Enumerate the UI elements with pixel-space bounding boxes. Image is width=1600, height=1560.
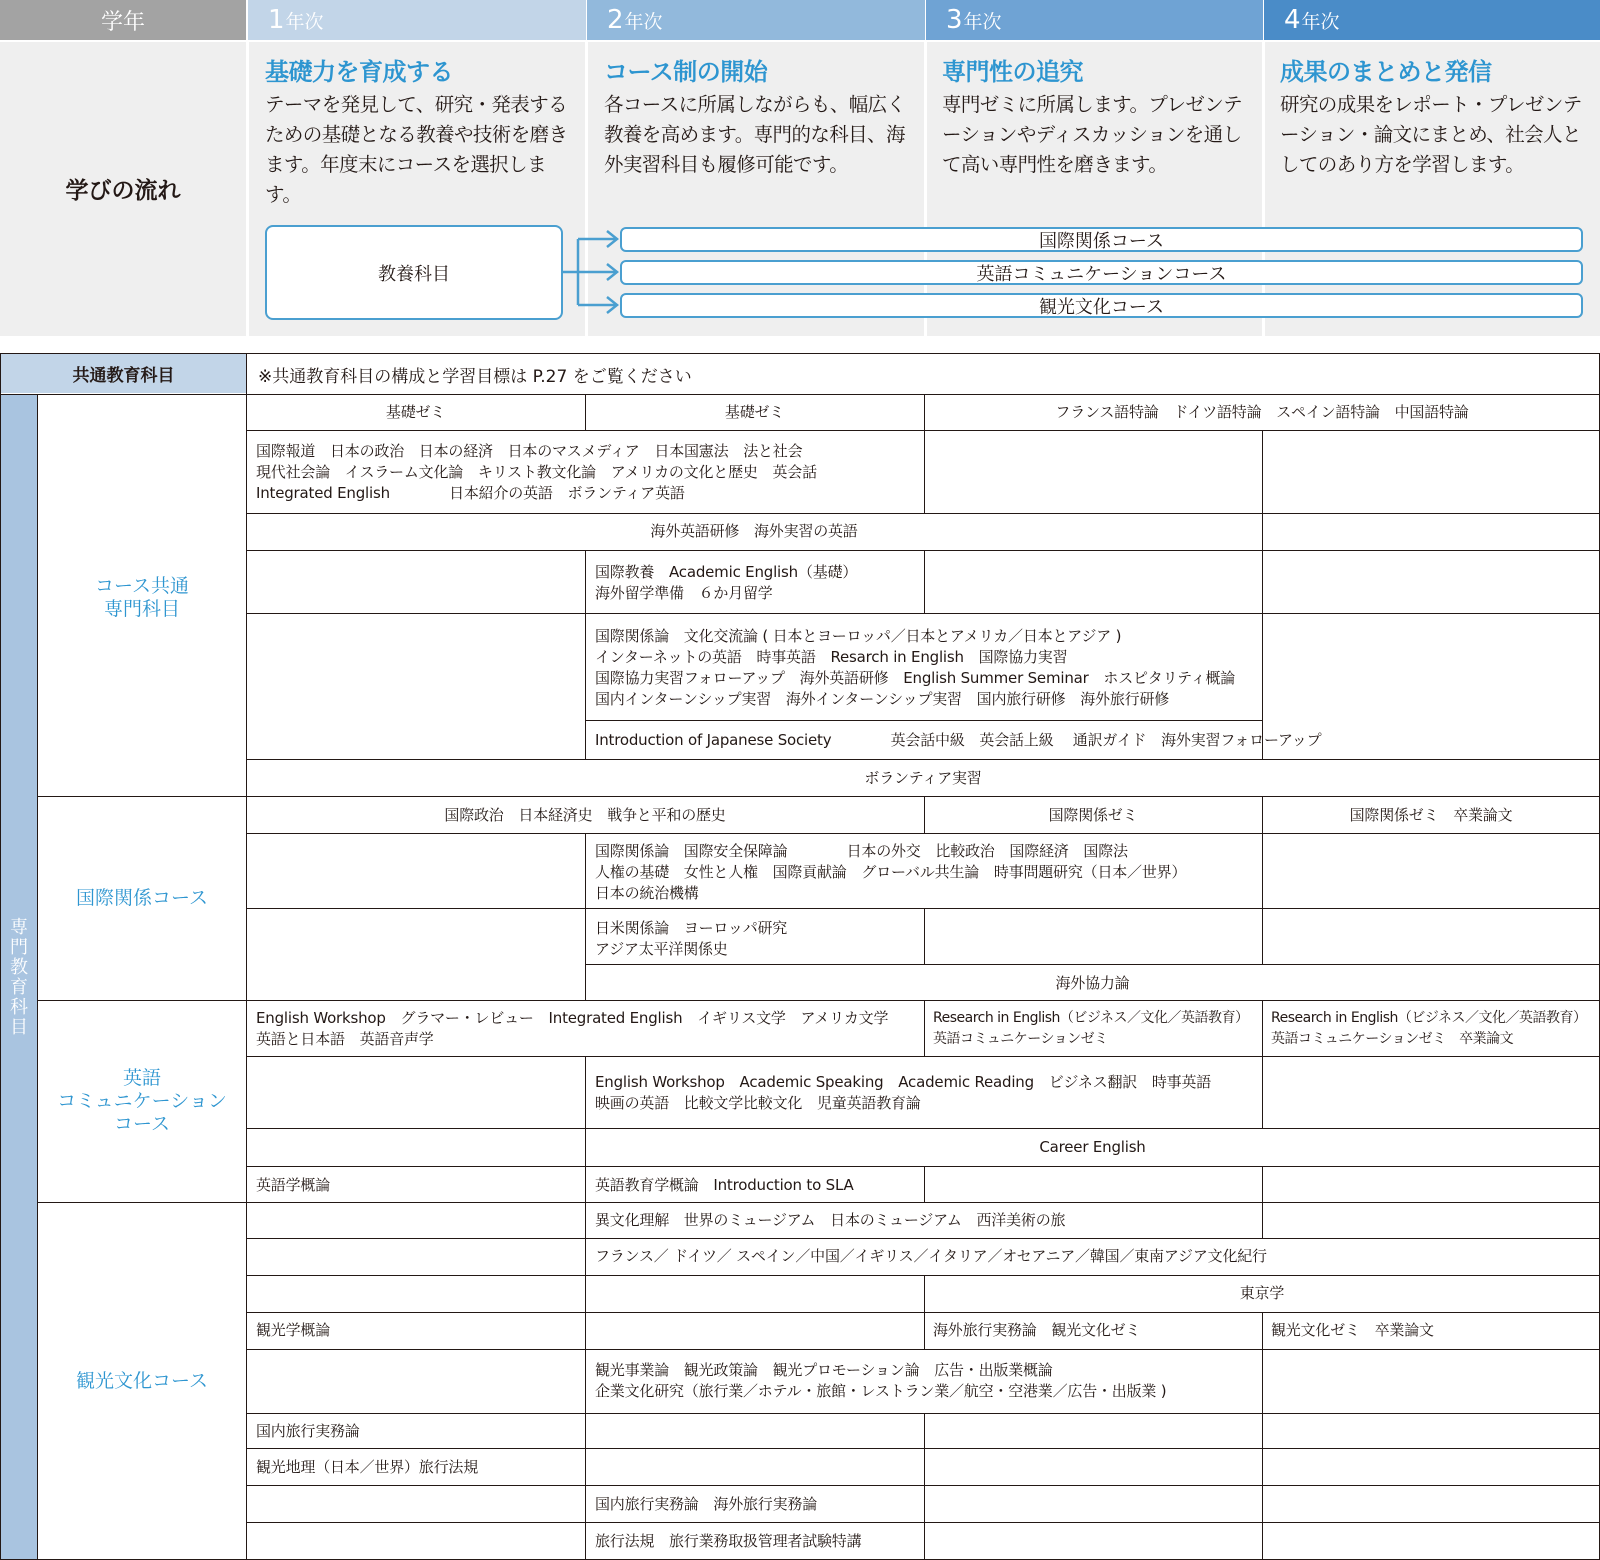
subject-cell: [256, 1008, 888, 1050]
year-4-header: [1264, 0, 1600, 40]
subject-cell: [256, 441, 817, 504]
subject-cell: 観光文化ゼミ 卒業論文: [1271, 1321, 1434, 1339]
subject-cell: 基礎ゼミ: [385, 403, 446, 421]
stage-title: 専門性の追究: [942, 58, 1083, 86]
group-label-line: コミュニケーション: [57, 1090, 227, 1112]
grid-line: [246, 833, 1600, 834]
subject-cell: [595, 562, 857, 604]
kyoyo-label: 教養科目: [378, 263, 450, 285]
grid-line: [246, 1448, 1600, 1449]
subject-line: English Workshop Academic Speaking Academic Reading ビジネス翻訳 時事英語: [595, 1073, 1212, 1091]
grid-line: [246, 513, 1600, 514]
course-label: 観光文化コース: [1038, 296, 1165, 318]
grid-line: [585, 1202, 586, 1349]
grid-line: [1262, 1166, 1263, 1238]
group-label-course-common: [38, 575, 246, 621]
grid-line: [37, 796, 1600, 797]
column-divider: [924, 42, 927, 336]
subject-cell: 英語教育学概論 Introduction to SLA: [595, 1176, 854, 1194]
grid-line: [246, 430, 1600, 431]
grid-line: [246, 1056, 1600, 1057]
grid-line: [246, 1522, 1600, 1523]
subject-line: 人権の基礎 女性と人権 国際貢献論 グローバル共生論 時事問題研究（日本／世界）: [595, 863, 1187, 881]
subject-line: 映画の英語 比較文学比較文化 児童英語教育論: [595, 1094, 921, 1112]
subject-cell: [1271, 1008, 1587, 1050]
grid-line: [246, 759, 1600, 760]
subject-cell: Career English: [1039, 1138, 1146, 1156]
subject-cell: ボランティア実習: [864, 769, 982, 787]
grid-line: [246, 1413, 1600, 1414]
stage-year-4: [1280, 54, 1590, 180]
group-label-line: 観光文化コース: [75, 1370, 209, 1392]
course-box-tourism: [620, 293, 1583, 318]
grid-line: [924, 1166, 925, 1202]
grid-line: [246, 1485, 1600, 1486]
stage-description: 各コースに所属しながらも、幅広く教養を高めます。専門的な科目、海外実習科目も履修可能です。: [604, 93, 906, 176]
subject-cell: 基礎ゼミ: [724, 403, 785, 421]
subject-cell: 海外英語研修 海外実習の英語: [650, 522, 858, 540]
subject-line: インターネットの英語 時事英語 Resarch in English 国際協力実習: [595, 648, 1068, 666]
kyoyo-box: [265, 225, 563, 320]
group-label-tourism: [38, 1370, 246, 1393]
grid-line: [585, 1349, 586, 1559]
subject-line: 日米関係論 ヨーロッパ研究: [595, 919, 788, 937]
grid-line: [585, 720, 1262, 721]
common-education-label: 共通教育科目: [1, 354, 246, 393]
year-1-header: [248, 0, 586, 40]
subject-line: 国際報道 日本の政治 日本の経済 日本のマスメディア 日本国憲法 法と社会: [256, 442, 803, 460]
subject-line: 英語コミュニケーションゼミ: [933, 1031, 1108, 1047]
subject-cell: [595, 841, 1186, 904]
grid-line: [1262, 1000, 1263, 1128]
subject-cell: [595, 1360, 1166, 1402]
subject-line: 英語コミュニケーションゼミ 卒業論文: [1271, 1031, 1514, 1047]
grid-line: [1262, 1312, 1263, 1559]
subject-cell: [595, 626, 1235, 710]
stage-title: コース制の開始: [604, 58, 768, 86]
year-2-header: [587, 0, 925, 40]
year-suffix: 年次: [285, 10, 324, 33]
year-number: 4: [1284, 5, 1301, 35]
group-label-line: 専門科目: [103, 598, 180, 620]
course-label: 英語コミュニケーションコース: [976, 263, 1227, 285]
subject-line: Research in English（ビジネス／文化／英語教育）: [1271, 1010, 1587, 1026]
subject-cell: [595, 918, 787, 960]
subject-line: Integrated English 日本紹介の英語 ボランティア英語: [256, 484, 685, 502]
subject-line: 国際関係論 文化交流論 ( 日本とヨーロッパ／日本とアメリカ／日本とアジア ): [595, 627, 1122, 645]
grid-line: [585, 1056, 586, 1202]
subject-line: 観光事業論 観光政策論 観光プロモーション論 広告・出版業概論: [595, 1361, 1053, 1379]
group-label-line: コース: [113, 1113, 171, 1135]
subject-line: 国際教養 Academic English（基礎）: [595, 563, 858, 581]
column-divider: [1262, 42, 1265, 336]
grid-line: [246, 1128, 1600, 1129]
subject-cell: [595, 1072, 1211, 1114]
subject-line: 日本の統治機構: [595, 884, 699, 902]
stage-title: 成果のまとめと発信: [1280, 58, 1492, 86]
branch-arrows: [560, 220, 622, 320]
course-box-english: [620, 260, 1583, 285]
group-label-line: 国際関係コース: [75, 887, 209, 909]
subject-cell: 海外協力論: [1055, 974, 1130, 992]
grid-line: [246, 1166, 1600, 1167]
grid-line: [246, 550, 1600, 551]
common-education-note: ※共通教育科目の構成と学習目標は P.27 をご覧ください: [258, 367, 692, 387]
grid-line: [0, 394, 1600, 395]
grade-header: 学年: [0, 0, 246, 40]
grid-line: [924, 550, 925, 613]
subject-cell: 東京学: [1239, 1284, 1285, 1302]
stage-title: 基礎力を育成する: [265, 58, 453, 86]
subject-line: English Workshop グラマー・レビュー Integrated English イギリス文学 アメリカ文学: [256, 1009, 889, 1027]
subject-cell: 海外旅行実務論 観光文化ゼミ: [933, 1321, 1141, 1339]
subject-line: Research in English（ビジネス／文化／英語教育）: [933, 1010, 1249, 1026]
year-suffix: 年次: [1301, 10, 1340, 33]
subject-cell: [933, 1008, 1249, 1050]
subject-line: アジア太平洋関係史: [595, 940, 728, 958]
subject-cell: フランス語特論 ドイツ語特論 スペイン語特論 中国語特論: [1055, 403, 1469, 421]
group-label-line: 英語: [122, 1067, 161, 1089]
subject-line: 現代社会論 イスラーム文化論 キリスト教文化論 アメリカの文化と歴史 英会話: [256, 463, 817, 481]
year-number: 3: [946, 5, 963, 35]
year-3-header: [926, 0, 1263, 40]
subject-cell: 国内旅行実務論: [256, 1422, 360, 1440]
subject-line: 国内インターンシップ実習 海外インターンシップ実習 国内旅行研修 海外旅行研修: [595, 690, 1170, 708]
grid-line: [246, 1238, 1600, 1239]
subject-cell: 国際関係ゼミ 卒業論文: [1349, 806, 1513, 824]
grid-line: [246, 1312, 1600, 1313]
stage-description: テーマを発見して、研究・発表するための基礎となる教養や技術を磨きます。年度末にコースを選択します。: [265, 93, 568, 206]
subject-cell: 観光学概論: [256, 1321, 331, 1339]
senmon-label: 専門教育科目: [10, 917, 28, 1038]
subject-line: 海外留学準備 ６か月留学: [595, 584, 773, 602]
flow-label: 学びの流れ: [65, 178, 181, 204]
subject-cell: 英語学概論: [256, 1176, 331, 1194]
grid-line: [585, 550, 586, 759]
group-label-line: コース共通: [94, 575, 190, 597]
stage-year-1: [265, 54, 575, 210]
subject-cell: 国際政治 日本経済史 戦争と平和の歴史: [444, 806, 726, 824]
grid-line: [924, 1413, 925, 1559]
subject-cell: フランス／ ドイツ／ スペイン／中国／イギリス／イタリア／オセアニア／韓国／東南アジア文化紀行: [595, 1247, 1267, 1265]
grid-line: [246, 908, 1600, 909]
subject-line: 企業文化研究（旅行業／ホテル・旅館・レストラン業／航空・空港業／広告・出版業 ): [595, 1382, 1167, 1400]
subject-line: 英語と日本語 英語音声学: [256, 1030, 434, 1048]
subject-cell: 異文化理解 世界のミュージアム 日本のミュージアム 西洋美術の旅: [595, 1211, 1066, 1229]
grid-line: [37, 1202, 1600, 1203]
subject-cell: 国際関係ゼミ: [1048, 806, 1138, 824]
column-divider: [246, 42, 249, 336]
year-number: 1: [268, 5, 285, 35]
grid-line: [924, 908, 925, 964]
year-suffix: 年次: [624, 10, 663, 33]
stage-description: 専門ゼミに所属します。プレゼンテーションやディスカッションを通して高い専門性を磨きます。: [942, 93, 1243, 176]
course-label: 国際関係コース: [1038, 230, 1165, 252]
group-label-english: [38, 1067, 246, 1136]
stage-year-3: [942, 54, 1252, 180]
grid-line: [246, 1275, 1600, 1276]
group-label-intl: [38, 887, 246, 910]
subject-cell: Introduction of Japanese Society 英会話中級 英会話上級 通訳ガイド 海外実習フォローアップ: [595, 731, 1322, 749]
course-box-intl: [620, 227, 1583, 252]
subject-cell: 国内旅行実務論 海外旅行実務論: [595, 1495, 818, 1513]
grid-line: [246, 1349, 1600, 1350]
subject-cell: 旅行法規 旅行業務取扱管理者試験特講: [595, 1532, 862, 1550]
grid-line: [246, 613, 1600, 614]
subject-line: 国際関係論 国際安全保障論 日本の外交 比較政治 国際経済 国際法: [595, 842, 1128, 860]
grid-line: [37, 1000, 1600, 1001]
grid-line: [585, 964, 1600, 965]
year-suffix: 年次: [963, 10, 1002, 33]
subject-cell: 観光地理（日本／世界）旅行法規: [256, 1458, 479, 1476]
year-number: 2: [607, 5, 624, 35]
subject-line: 国際協力実習フォローアップ 海外英語研修 English Summer Seminar ホスピタリティ概論: [595, 669, 1236, 687]
stage-description: 研究の成果をレポート・プレゼンテーション・論文にまとめ、社会人としてのあり方を学習します。: [1280, 93, 1582, 176]
stage-year-2: [604, 54, 914, 180]
grid-line: [924, 1000, 925, 1056]
grid-line: [0, 353, 1, 1560]
grid-line: [1262, 430, 1263, 759]
grid-line: [0, 353, 1600, 354]
